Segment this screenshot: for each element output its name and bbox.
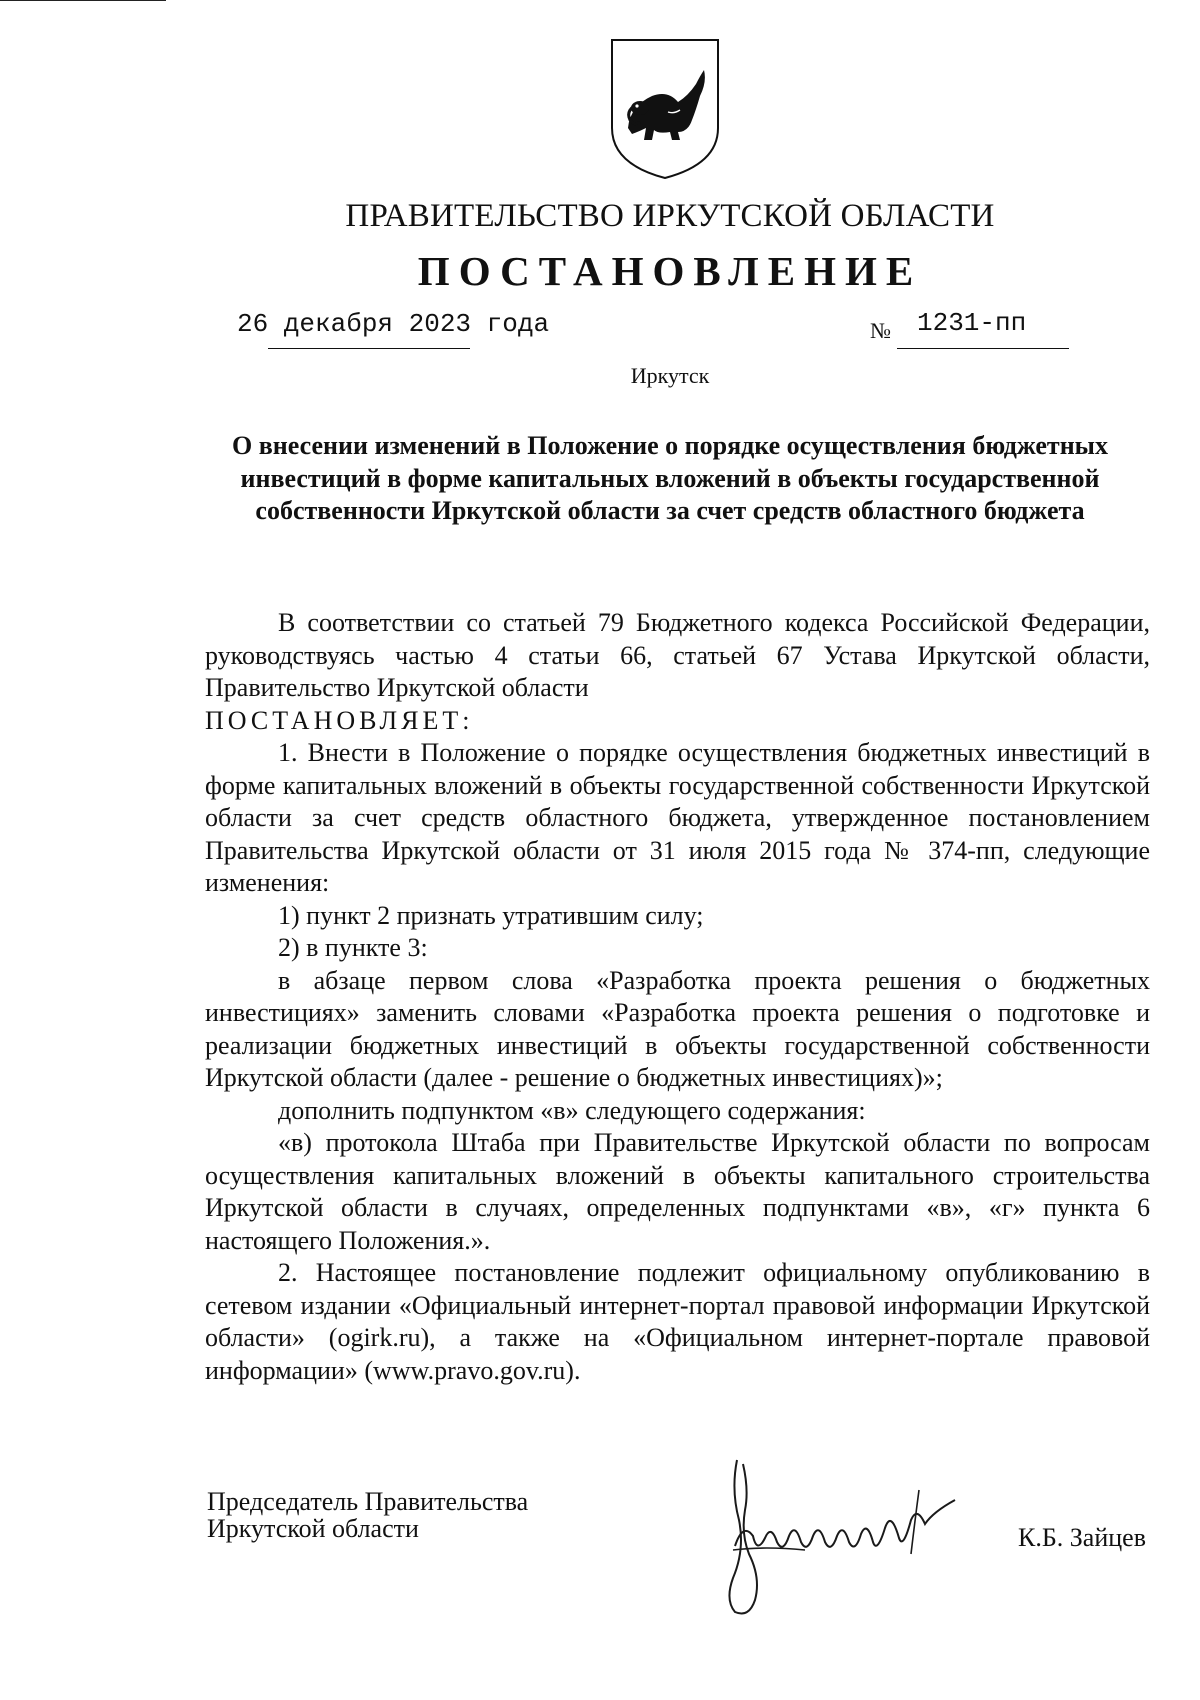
coat-of-arms-icon	[608, 36, 722, 182]
item-1-2-b-paragraph: дополнить подпунктом «в» следующего содержания:	[278, 1095, 866, 1125]
item-1-paragraph: 1. Внести в Положение о порядке осуществления бюджетных инвестиций в форме капитальных вложений в объекты государственной собственности Иркутской области за счет средств областного бюджета, утвержденное постановлением Правительства Иркутской области от 31 июля 2015 года № 374-пп, следующие изменения:	[205, 738, 1150, 897]
number-sign: №	[870, 318, 891, 343]
document-body	[205, 607, 1150, 1387]
document-date: 26 декабря 2023 года	[237, 309, 550, 339]
handwritten-signature	[705, 1450, 1005, 1618]
signer-position-line-1: Председатель Правительства	[207, 1487, 529, 1516]
item-1-2-c-paragraph: «в) протокола Штаба при Правительстве Иркутской области по вопросам осуществления капитальных вложений в объекты капитального строительства Иркутской области в случаях, определенных подпунктами «в», «г» пункта 6 настоящего Положения.».	[205, 1128, 1150, 1255]
document-type: ПОСТАНОВЛЕНИЕ	[417, 248, 923, 294]
item-1-1-paragraph: 1) пункт 2 признать утратившим силу;	[278, 900, 704, 930]
signer-position	[207, 1488, 528, 1542]
document-subject: О внесении изменений в Положение о порядке осуществления бюджетных инвестиций в форме капитальных вложений в объекты государственной собственности Иркутской области за счет средств областного бюджета	[232, 431, 1108, 525]
government-title: ПРАВИТЕЛЬСТВО ИРКУТСКОЙ ОБЛАСТИ	[345, 198, 995, 234]
date-underline	[268, 348, 470, 349]
preamble-paragraph: В соответствии со статьей 79 Бюджетного кодекса Российской Федерации, руководствуясь частью 4 статьи 66, статьей 67 Устава Иркутской области, Правительство Иркутской области	[205, 608, 1150, 702]
signer-position-line-2: Иркутской области	[207, 1514, 419, 1543]
item-1-2-paragraph: 2) в пункте 3:	[278, 933, 428, 962]
item-1-2-a-paragraph: в абзаце первом слова «Разработка проекта решения о бюджетных инвестициях» заменить словами «Разработка проекта решения о подготовке и реализации бюджетных инвестиций в объекты государственной собственности Иркутской области (далее - решение о бюджетных инвестициях)»;	[205, 965, 1150, 1092]
document-number: 1231-пп	[917, 308, 1027, 338]
document-city: Иркутск	[630, 363, 710, 388]
item-2-paragraph: 2. Настоящее постановление подлежит официальному опубликованию в сетевом издании «Официальный интернет-портал правовой информации Иркутской области» (ogirk.ru), а также на «Официальном интернет-портале правовой информации» (www.pravo.gov.ru).	[205, 1258, 1150, 1385]
number-underline	[897, 348, 1069, 349]
resolves-heading: ПОСТАНОВЛЯЕТ:	[205, 705, 474, 735]
scan-edge-mark	[0, 0, 166, 1]
signer-name: К.Б. Зайцев	[1018, 1523, 1146, 1552]
